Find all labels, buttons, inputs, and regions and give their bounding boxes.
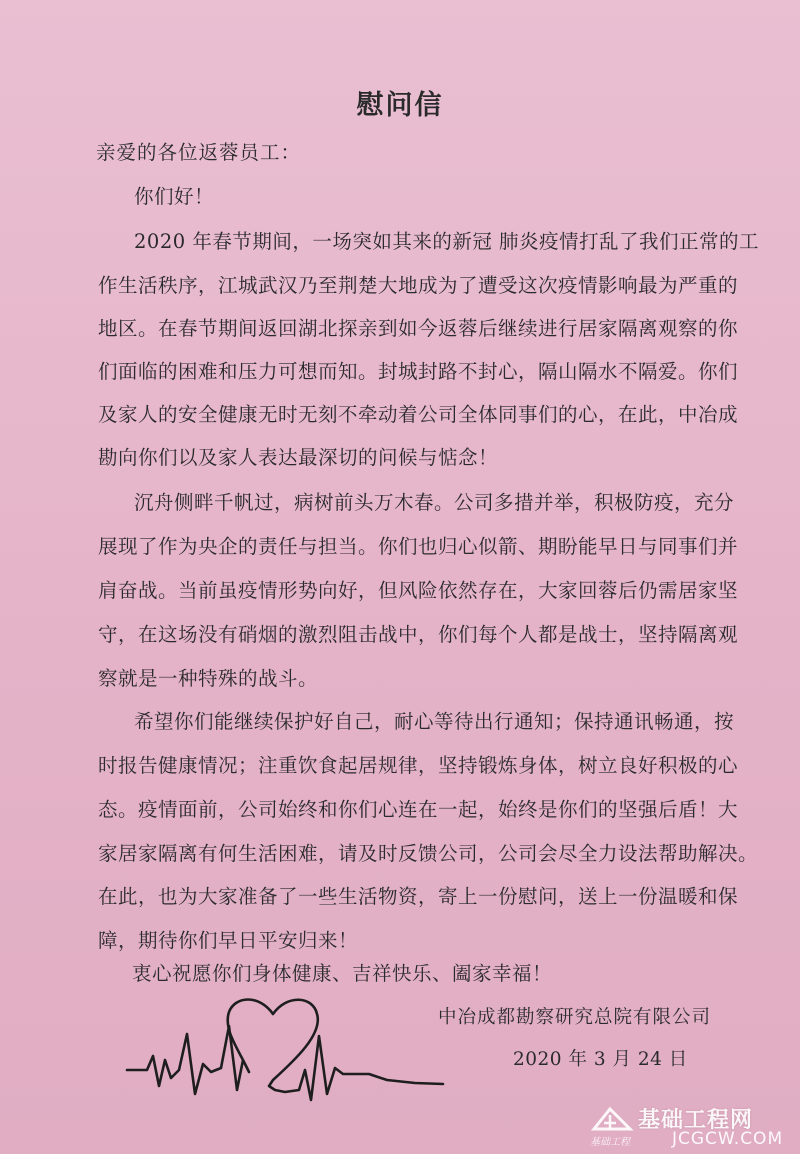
body-line: 展现了作为央企的责任与担当。你们也归心似箭、期盼能早日与同事们并 — [98, 535, 739, 558]
watermark-sub: 基础工程 — [590, 1137, 630, 1148]
site-watermark — [590, 1103, 795, 1151]
body-line: 在此，也为大家准备了一些生活物资，寄上一份慰问，送上一份温暖和保 — [98, 885, 739, 908]
body-line: 地区。在春节期间返回湖北探亲到如今返蓉后继续进行居家隔离观察的你 — [98, 317, 739, 340]
body-line: 希望你们能继续保护好自己，耐心等待出行通知；保持通讯畅通，按 — [134, 710, 735, 733]
watermark-name: 基础工程网 — [638, 1108, 754, 1133]
body-line: 沉舟侧畔千帆过，病树前头万木春。公司多措并举，积极防疫，充分 — [134, 491, 735, 514]
watermark-url: JCGCW.COM — [672, 1129, 784, 1149]
body-line: 们面临的困难和压力可想而知。封城封路不封心，隔山隔水不隔爱。你们 — [98, 360, 739, 383]
body-line: 守，在这场没有硝烟的激烈阻击战中，你们每个人都是战士，坚持隔离观 — [98, 623, 739, 646]
letter-title: 慰问信 — [356, 90, 444, 121]
body-line: 肩奋战。当前虽疫情形势向好，但风险依然存在，大家回蓉后仍需居家坚 — [98, 579, 739, 602]
heartbeat-heart-icon — [125, 990, 445, 1110]
body-line: 家居家隔离有何生活困难，请及时反馈公司，公司会尽全力设法帮助解决。 — [98, 842, 759, 865]
letter-date: 2020 年 3 月 24 日 — [513, 1049, 688, 1070]
body-line: 2020 年春节期间，一场突如其来的新冠 肺炎疫情打乱了我们正常的工 — [134, 230, 760, 253]
body-line: 态。疫情面前，公司始终和你们心连在一起，始终是你们的坚强后盾！大 — [98, 798, 739, 821]
watermark-logo-icon — [590, 1103, 634, 1133]
body-line: 勘向你们以及家人表达最深切的问候与惦念！ — [98, 446, 499, 469]
letter-closing: 衷心祝愿你们身体健康、吉祥快乐、阖家幸福！ — [132, 962, 553, 985]
body-line: 及家人的安全健康无时无刻不牵动着公司全体同事们的心，在此，中冶成 — [98, 403, 739, 426]
body-line: 障，期待你们早日平安归来！ — [98, 929, 359, 952]
letter-signer: 中冶成都勘察研究总院有限公司 — [438, 1007, 712, 1028]
body-line: 察就是一种特殊的战斗。 — [98, 667, 319, 690]
body-line: 你们好！ — [134, 185, 215, 208]
letter-greeting: 亲爱的各位返蓉员工： — [96, 141, 302, 164]
body-line: 作生活秩序，江城武汉乃至荆楚大地成为了遭受这次疫情影响最为严重的 — [98, 274, 739, 297]
body-line: 时报告健康情况；注重饮食起居规律，坚持锻炼身体，树立良好积极的心 — [98, 754, 739, 777]
